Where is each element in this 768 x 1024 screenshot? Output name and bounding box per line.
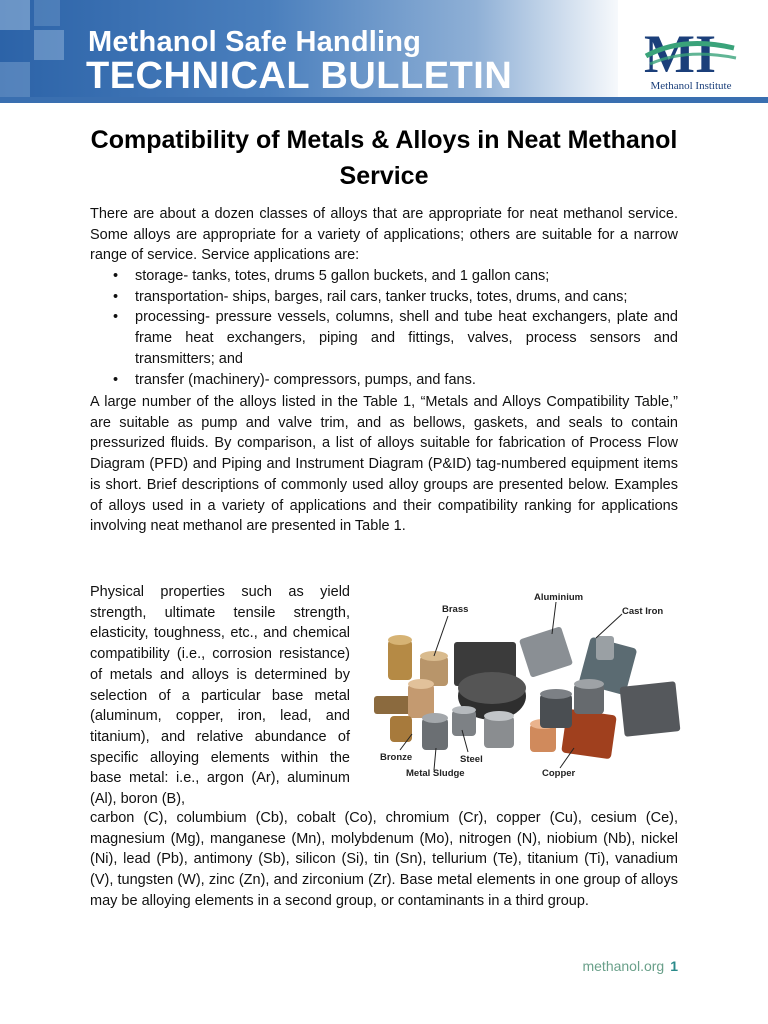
banner-square bbox=[34, 30, 64, 60]
photo-label-aluminium: Aluminium bbox=[534, 592, 584, 603]
banner-subtitle: Methanol Safe Handling bbox=[88, 26, 422, 58]
bullet-icon: • bbox=[113, 309, 119, 326]
list-item bbox=[90, 287, 678, 308]
page-number: 1 bbox=[670, 958, 678, 974]
list-item bbox=[90, 307, 678, 369]
service-applications-list bbox=[90, 266, 678, 390]
footer-site-link[interactable]: methanol.org bbox=[582, 958, 665, 974]
photo-label-brass: Brass bbox=[442, 604, 469, 615]
photo-label-steel: Steel bbox=[460, 754, 483, 765]
photo-label-copper: Copper bbox=[542, 768, 576, 779]
list-item-text: transfer (machinery)- compressors, pumps, and fans. bbox=[135, 371, 476, 388]
photo-label-bronze: Bronze bbox=[380, 752, 413, 763]
logo-caption: Methanol Institute bbox=[650, 80, 732, 92]
intro-paragraph: There are about a dozen classes of alloys that are appropriate for neat methanol service. Some alloys are appropriate for a variety of applications; others are suitable for a narrow range of service. Service applications are: bbox=[90, 206, 678, 264]
photo-label-metal-sludge: Metal Sludge bbox=[406, 768, 465, 779]
banner-title: TECHNICAL BULLETIN bbox=[86, 55, 513, 97]
banner-square bbox=[34, 0, 60, 26]
page-title: Compatibility of Metals & Alloys in Neat Methanol Service bbox=[90, 126, 678, 190]
list-item-text: transportation- ships, barges, rail cars, tanker trucks, totes, drums, and cans; bbox=[135, 288, 628, 305]
page-footer bbox=[582, 958, 678, 974]
metals-alloys-photo bbox=[364, 584, 684, 784]
list-item-text: storage- tanks, totes, drums 5 gallon buckets, and 1 gallon cans; bbox=[135, 268, 550, 284]
list-item bbox=[90, 266, 678, 287]
photo-label-cast-iron: Cast Iron bbox=[622, 606, 664, 617]
bullet-icon: • bbox=[113, 288, 119, 305]
banner-square bbox=[0, 0, 30, 30]
header-banner bbox=[0, 0, 768, 103]
banner-square bbox=[0, 62, 30, 97]
alloys-paragraph: A large number of the alloys listed in the Table 1, “Metals and Alloys Compatibility Table,” are suitable as pump and valve trim, and as bellows, gaskets, and seals to contain pressurized fluids. By comparison, a list of alloys suitable for fabrication of Process Flow Diagram (PFD) and Piping and Instrument Diagram (P&ID) tag-numbered equipment items is short. Brief descriptions of commonly used alloy groups are presented below. Examples of alloys used in a variety of applications and their compatibility ranking for applications involving neat methanol are presented in Table 1. bbox=[90, 394, 678, 535]
list-item bbox=[90, 370, 678, 391]
list-item-text: processing- pressure vessels, columns, shell and tube heat exchangers, plate and frame heat exchangers, piping and fittings, valves, process sensors and transmitters; and bbox=[135, 309, 678, 367]
logo-mark-text: MI bbox=[644, 26, 716, 78]
bullet-icon: • bbox=[113, 268, 119, 284]
mi-logo-icon bbox=[642, 26, 738, 78]
properties-paragraph-column: Physical properties such as yield strength, ultimate tensile strength, elasticity, toughness, etc., and chemical compatibility (i.e., corrosion resistance) of metals and alloys is determined by selection of a particular base metal (aluminum, copper, iron, lead, and titanium), and relative abundance of specific alloying elements within the base metal: i.e., argon (Ar), aluminum (Al), boron (B), bbox=[90, 584, 350, 808]
methanol-institute-logo bbox=[636, 26, 746, 96]
properties-paragraph-continued: carbon (C), columbium (Cb), cobalt (Co), chromium (Cr), copper (Cu), cesium (Ce), magnesium (Mg), manganese (Mn), molybdenum (Mo), nitrogen (N), niobium (Nb), nickel (Ni), lead (Pb), antimony (Sb), silicon (Si), tin (Sn), tellurium (Te), titanium (Ti), vanadium (V), tungsten (W), zinc (Zn), and zirconium (Zr). Base metal elements in one group of alloys may be alloying elements in a second group, or contaminants in a third group. bbox=[90, 810, 678, 909]
bullet-icon: • bbox=[113, 371, 119, 388]
